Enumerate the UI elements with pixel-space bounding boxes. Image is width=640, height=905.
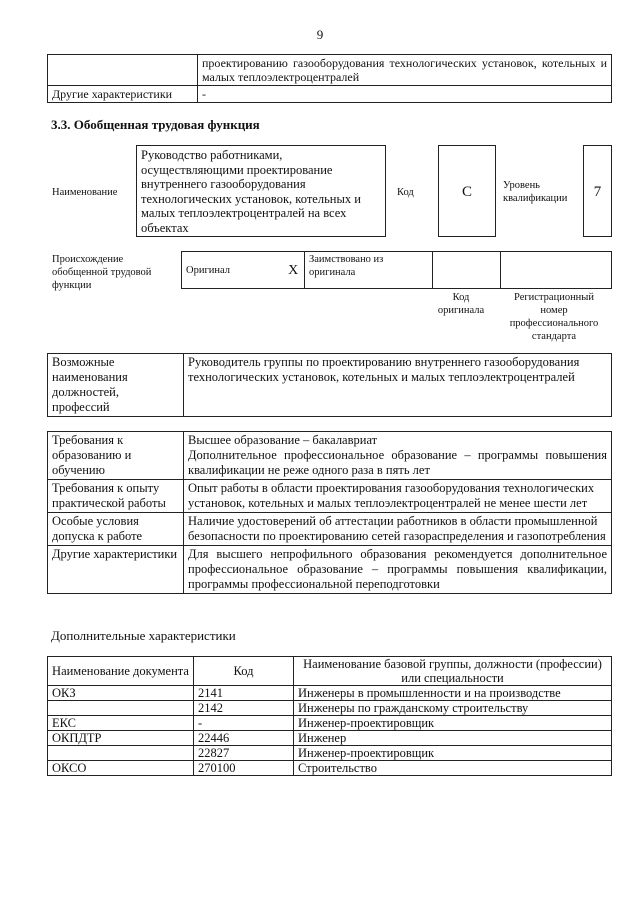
additional-header-code: Код — [194, 657, 294, 686]
table-row — [48, 686, 612, 701]
page-number: 9 — [316, 27, 324, 42]
table-cell: ЕКС — [48, 716, 194, 731]
origin-table — [181, 251, 612, 289]
table-cell: Инженер-проектировщик — [294, 746, 612, 761]
table-row — [48, 731, 612, 746]
positions-table — [47, 353, 612, 417]
table-cell: Инженеры по гражданскому строительству — [294, 701, 612, 716]
table-row — [48, 761, 612, 776]
top-table-row2-label: Другие характеристики — [48, 86, 198, 103]
req-experience-label: Требования к опыту практической работы — [48, 480, 184, 513]
table-cell: ОКЗ — [48, 686, 194, 701]
origin-label: Происхождение обобщенной трудовой функции — [52, 254, 152, 291]
table-cell: 270100 — [194, 761, 294, 776]
table-cell: Строительство — [294, 761, 612, 776]
table-cell: 2142 — [194, 701, 294, 716]
table-cell: 22446 — [194, 731, 294, 746]
origin-code-caption: Код оригинала — [437, 292, 485, 316]
top-table — [47, 54, 612, 103]
req-conditions-label: Особые условия допуска к работе — [48, 513, 184, 546]
origin-reg-caption: Регистрационный номер профессионального стандарта — [509, 292, 599, 342]
req-conditions-value: Наличие удостоверений об аттестации работников в области промышленной безопасности по проектированию сетей газораспределения и газопотребления — [184, 513, 612, 546]
top-table-empty-cell — [48, 55, 198, 86]
req-education-value — [184, 432, 612, 480]
additional-title: Дополнительные характеристики — [51, 628, 236, 643]
origin-original-label: Оригинал — [186, 264, 230, 276]
origin-original-mark: X — [284, 252, 304, 289]
function-level-value: 7 — [583, 145, 612, 237]
table-cell: 22827 — [194, 746, 294, 761]
table-cell: Инженеры в промышленности и на производстве — [294, 686, 612, 701]
additional-header-doc: Наименование документа — [48, 657, 194, 686]
req-education-line-2: Дополнительное профессиональное образование – программы повышения квалификации не реже одного раза в пять лет — [188, 448, 607, 477]
table-row — [48, 746, 612, 761]
top-table-row2-value: - — [198, 86, 612, 103]
origin-reg-cell — [500, 252, 611, 289]
origin-code-cell — [432, 252, 500, 289]
function-code-label: Код — [397, 187, 414, 198]
table-cell — [48, 701, 194, 716]
additional-table — [47, 656, 612, 776]
req-other-value: Для высшего непрофильного образования рекомендуется дополнительное профессиональное образование – программы повышения квалификации, программы профессиональной переподготовки — [184, 546, 612, 594]
table-cell — [48, 746, 194, 761]
req-education-line-1: Высшее образование – бакалавриат — [188, 433, 378, 447]
section-title: 3.3. Обобщенная трудовая функция — [51, 117, 260, 132]
requirements-table — [47, 431, 612, 594]
req-other-label: Другие характеристики — [48, 546, 184, 594]
positions-label: Возможные наименования должностей, профессий — [48, 354, 184, 417]
origin-borrowed-label: Заимствовано из оригинала — [305, 252, 433, 289]
table-row — [48, 701, 612, 716]
function-code-value: C — [438, 145, 496, 237]
function-name-label: Наименование — [52, 187, 118, 198]
req-experience-value: Опыт работы в области проектирования газооборудования технологических установок, котельных и малых теплоэлектроцентралей не менее шести лет — [184, 480, 612, 513]
table-cell: - — [194, 716, 294, 731]
table-cell: Инженер — [294, 731, 612, 746]
function-level-label: Уровень квалификации — [503, 180, 568, 204]
table-cell: ОКПДТР — [48, 731, 194, 746]
additional-header-name: Наименование базовой группы, должности (профессии) или специальности — [294, 657, 612, 686]
table-cell: ОКСО — [48, 761, 194, 776]
table-row — [48, 716, 612, 731]
function-name-value: Руководство работниками, осуществляющими проектирование внутреннего газооборудования технологических установок, котельных и малых теплоэлектроцентралей на всех объектах — [136, 145, 386, 237]
table-cell: 2141 — [194, 686, 294, 701]
table-cell: Инженер-проектировщик — [294, 716, 612, 731]
positions-value: Руководитель группы по проектированию внутреннего газооборудования технологических установок, котельных и малых теплоэлектроцентралей — [184, 354, 612, 417]
top-table-row1-text: проектированию газооборудования технологических установок, котельных и малых теплоэлектроцентралей — [198, 55, 612, 86]
req-education-label: Требования к образованию и обучению — [48, 432, 184, 480]
